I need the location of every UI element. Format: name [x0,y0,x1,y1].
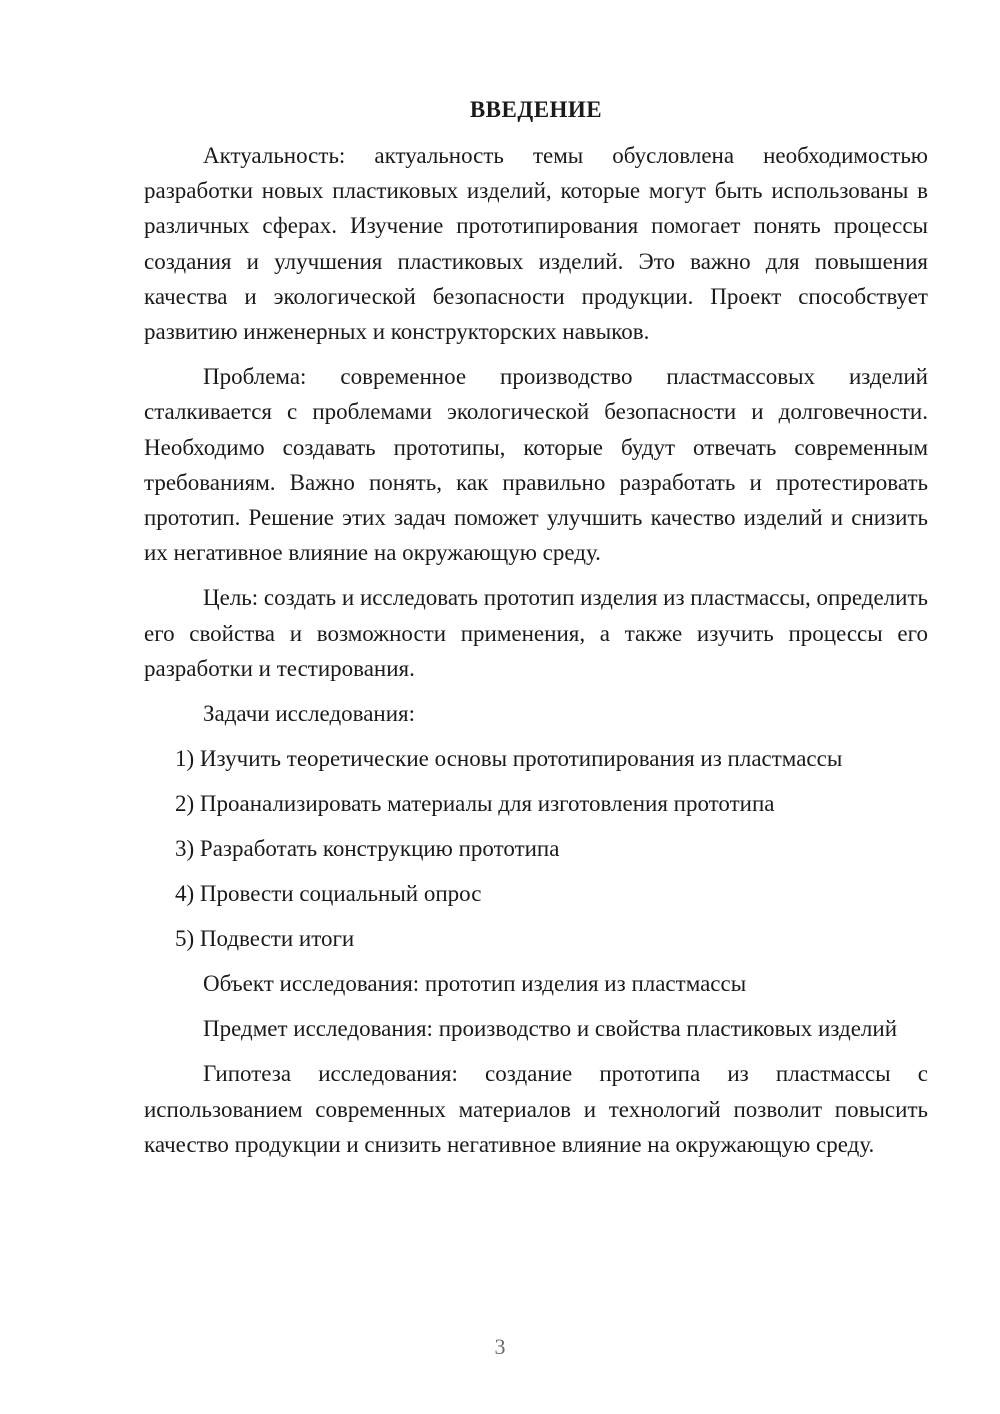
task-item-1: 1) Изучить теоретические основы прототипирования из пластмассы [175,746,843,772]
subject-paragraph: Предмет исследования: производство и свойства пластиковых изделий [203,1016,898,1042]
task-item-2: 2) Проанализировать материалы для изготовления прототипа [175,791,775,817]
task-item-5: 5) Подвести итоги [175,926,355,952]
page-title: ВВЕДЕНИЕ [469,97,603,122]
task-item-3: 3) Разработать конструкцию прототипа [175,836,560,862]
relevance-paragraph: Актуальность: актуальность темы обусловлена необходимостью разработки новых пластиковых изделий, которые могут быть использованы в различных сферах. Изучение прототипирования помогает понять процессы создания и улучшения пластиковых изделий. Это важно для повышения качества и экологической безопасности продукции. Проект способствует развитию инженерных и конструкторских навыков. [144,143,928,345]
object-paragraph: Объект исследования: прототип изделия из пластмассы [203,971,747,997]
document-page [144,95,928,1172]
task-item-4: 4) Провести социальный опрос [175,881,482,907]
goal-paragraph: Цель: создать и исследовать прототип изделия из пластмассы, определить его свойства и возможности применения, а также изучить процессы его разработки и тестирования. [144,585,928,681]
page-number: 3 [494,1334,506,1359]
tasks-heading: Задачи исследования: [203,701,416,727]
problem-paragraph: Проблема: современное производство пластмассовых изделий сталкивается с проблемами экологической безопасности и долговечности. Необходимо создавать прототипы, которые будут отвечать современным требованиям. Важно понять, как правильно разработать и протестировать прототип. Решение этих задач поможет улучшить качество изделий и снизить их негативное влияние на окружающую среду. [144,364,928,566]
hypothesis-paragraph: Гипотеза исследования: создание прототипа из пластмассы с использованием современных материалов и технологий позволит повысить качество продукции и снизить негативное влияние на окружающую среду. [144,1061,928,1157]
